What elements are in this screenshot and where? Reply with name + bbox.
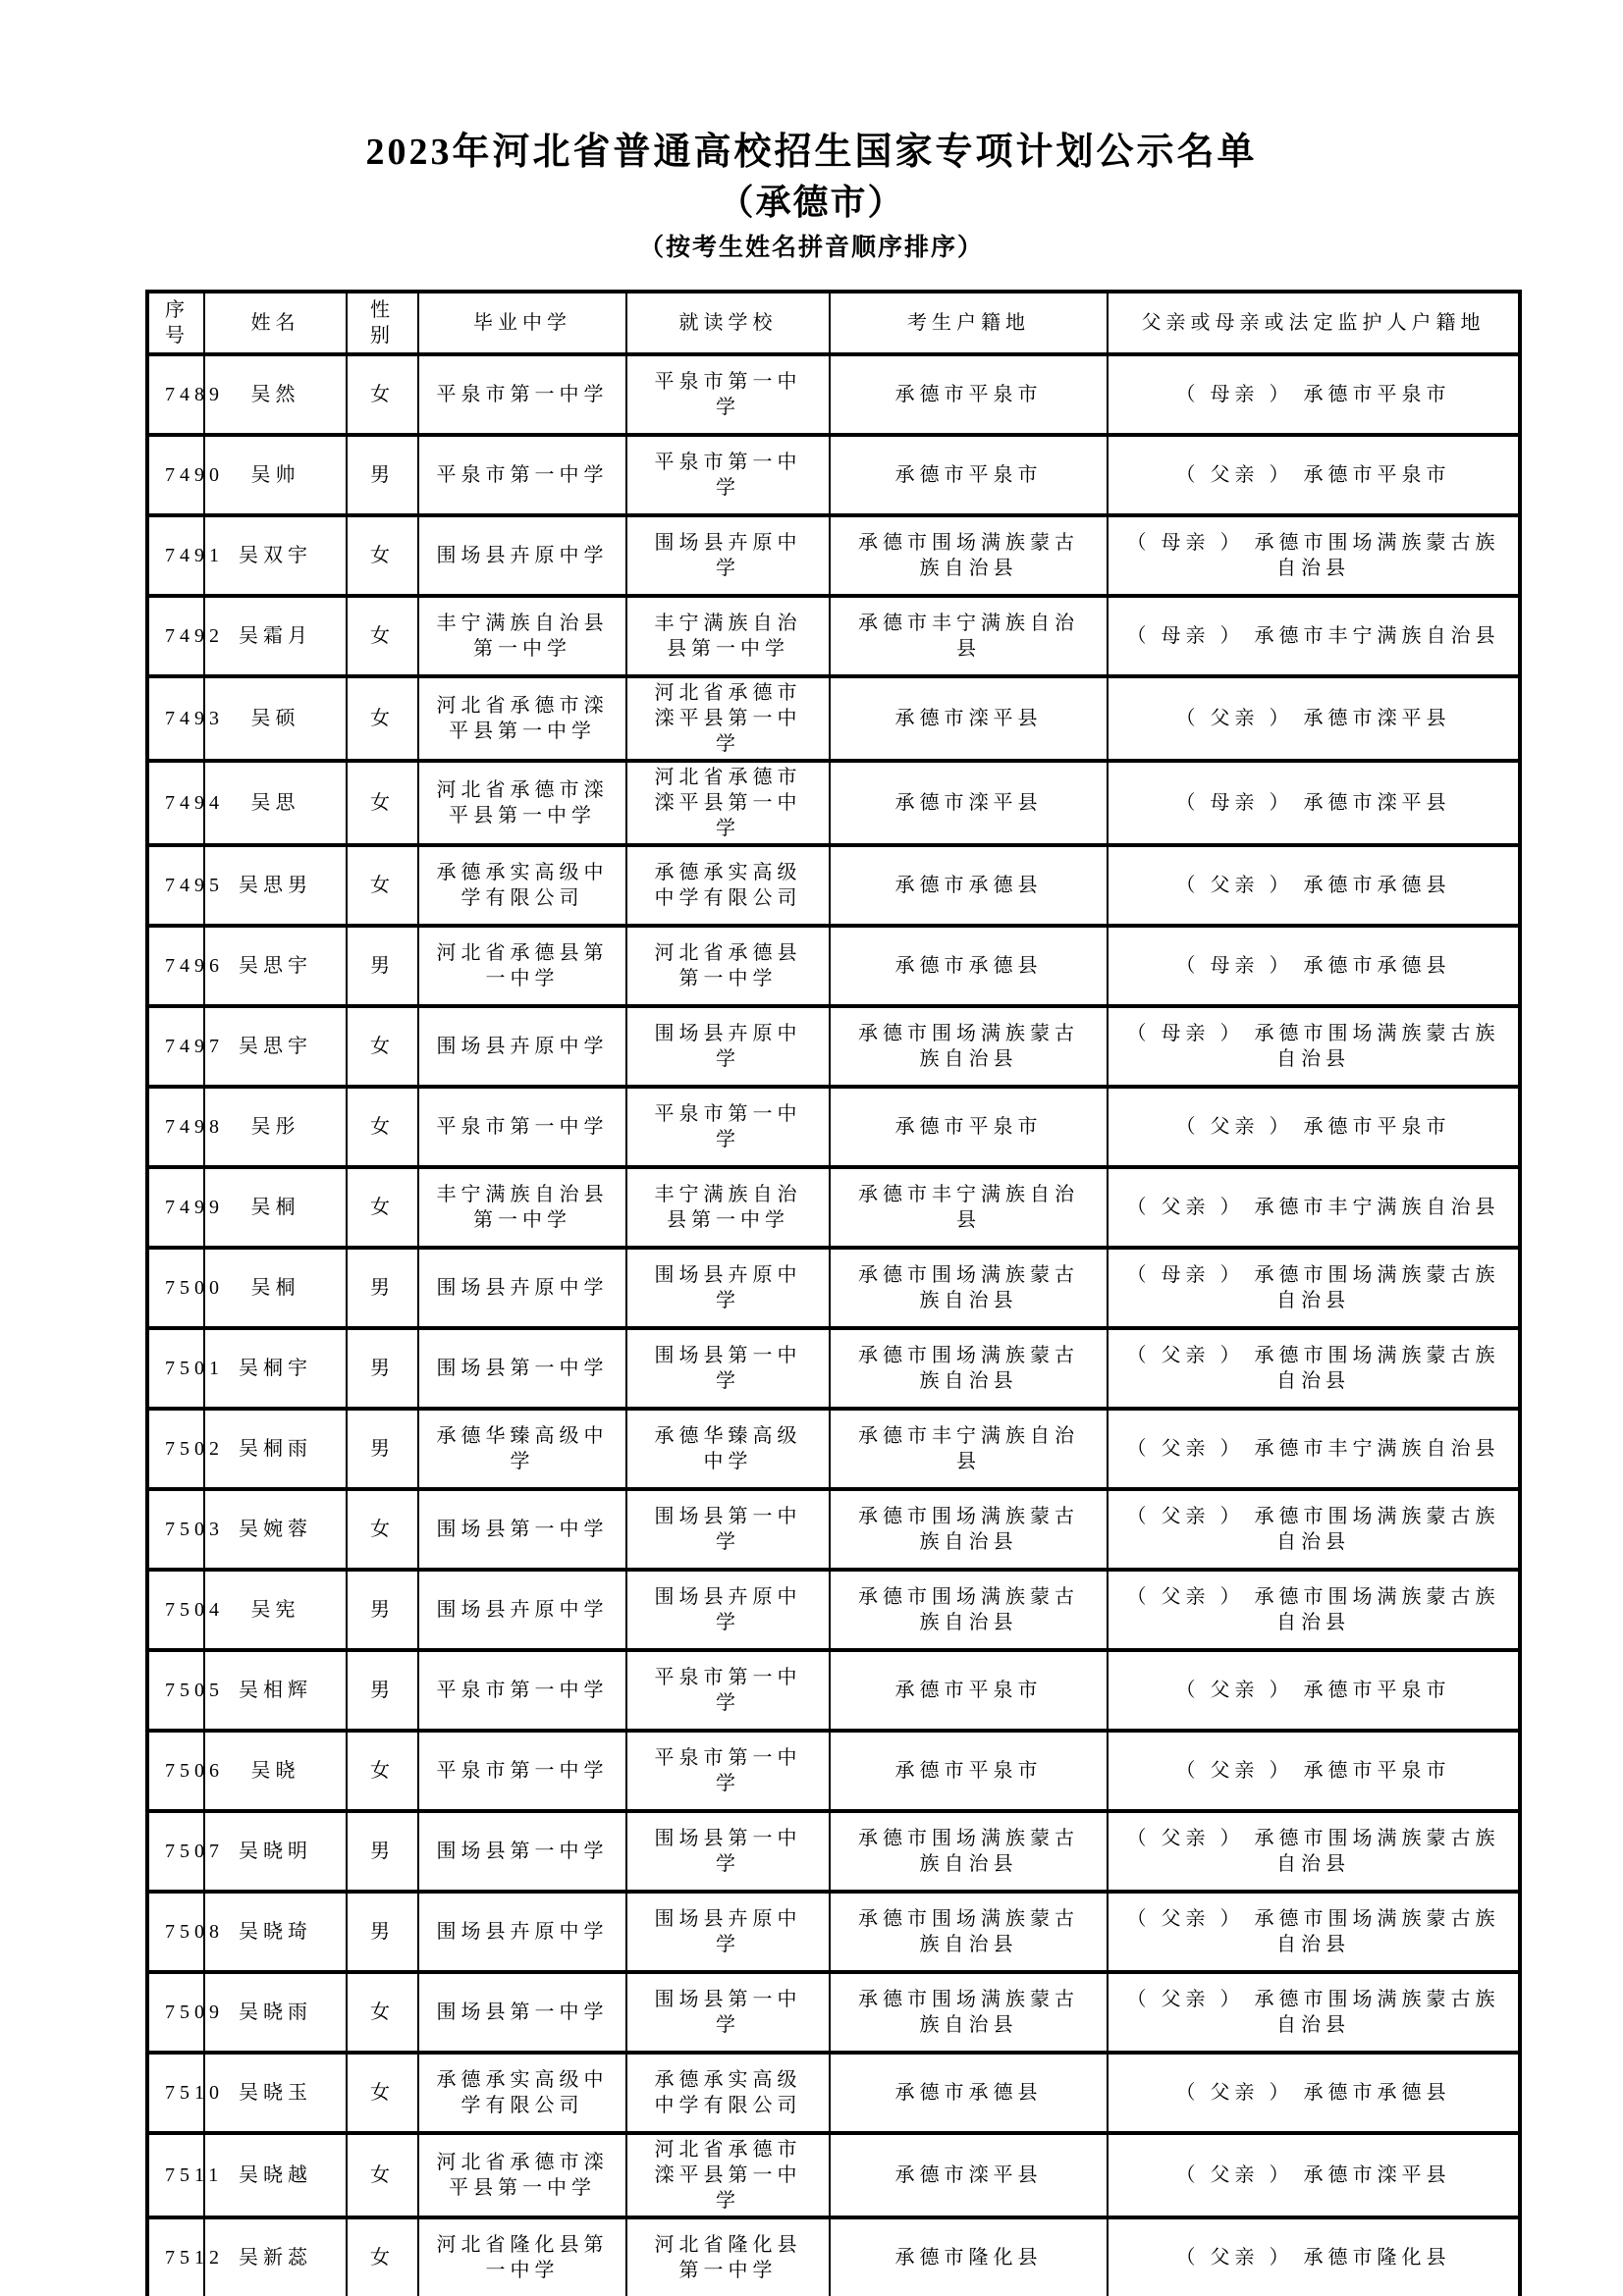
gender-cell: 女 (347, 2053, 418, 2133)
serial-cell: 7511 (147, 2133, 204, 2217)
page-title: 2023年河北省普通高校招生国家专项计划公示名单 (365, 132, 1258, 173)
table-row (147, 354, 1520, 435)
current-school-cell: 承德承实高级中学有限公司 (626, 2053, 830, 2133)
serial-cell: 7490 (147, 435, 204, 515)
name-cell: 吴新蕊 (204, 2217, 347, 2296)
gender-cell: 女 (347, 761, 418, 845)
name-cell: 吴思宇 (204, 1006, 347, 1087)
name-cell: 吴晓玉 (204, 2053, 347, 2133)
candidate-residence-cell: 承德市平泉市 (830, 435, 1108, 515)
candidate-residence-cell: 承德市滦平县 (830, 676, 1108, 761)
name-cell: 吴帅 (204, 435, 347, 515)
name-cell: 吴晓越 (204, 2133, 347, 2217)
name-cell: 吴桐 (204, 1248, 347, 1328)
current-school-cell: 平泉市第一中学 (626, 1731, 830, 1811)
current-school-cell: 平泉市第一中学 (626, 1087, 830, 1167)
serial-cell: 7502 (147, 1409, 204, 1489)
current-school-cell: 围场县卉原中学 (626, 1006, 830, 1087)
guardian-residence-cell: （ 父亲 ） 承德市承德县 (1108, 845, 1520, 926)
graduation-school-cell: 承德承实高级中学有限公司 (418, 2053, 626, 2133)
serial-cell: 7505 (147, 1650, 204, 1731)
name-cell: 吴晓琦 (204, 1892, 347, 1972)
name-cell: 吴思男 (204, 845, 347, 926)
serial-cell: 7499 (147, 1167, 204, 1248)
gender-cell: 女 (347, 1972, 418, 2053)
current-school-cell: 承德华臻高级中学 (626, 1409, 830, 1489)
candidate-residence-cell: 承德市围场满族蒙古族自治县 (830, 1248, 1108, 1328)
graduation-school-cell: 围场县卉原中学 (418, 515, 626, 596)
gender-cell: 女 (347, 845, 418, 926)
gender-cell: 女 (347, 515, 418, 596)
guardian-residence-cell: （ 父亲 ） 承德市承德县 (1108, 2053, 1520, 2133)
gender-cell: 女 (347, 596, 418, 676)
current-school-cell: 围场县卉原中学 (626, 1570, 830, 1650)
serial-cell: 7503 (147, 1489, 204, 1570)
sort-order-note: （按考生姓名拼音顺序排序） (638, 235, 984, 261)
guardian-residence-cell: （ 父亲 ） 承德市平泉市 (1108, 435, 1520, 515)
gender-cell: 女 (347, 1489, 418, 1570)
guardian-residence-cell: （ 父亲 ） 承德市滦平县 (1108, 2133, 1520, 2217)
candidate-residence-cell: 承德市围场满族蒙古族自治县 (830, 1006, 1108, 1087)
gender-cell: 男 (347, 926, 418, 1006)
table-row (147, 1328, 1520, 1409)
candidate-residence-cell: 承德市平泉市 (830, 354, 1108, 435)
table-row (147, 761, 1520, 845)
guardian-residence-cell: （ 父亲 ） 承德市丰宁满族自治县 (1108, 1409, 1520, 1489)
name-cell: 吴霜月 (204, 596, 347, 676)
graduation-school-cell: 平泉市第一中学 (418, 1087, 626, 1167)
name-cell: 吴晓雨 (204, 1972, 347, 2053)
graduation-school-cell: 围场县第一中学 (418, 1328, 626, 1409)
guardian-residence-cell: （ 母亲 ） 承德市丰宁满族自治县 (1108, 596, 1520, 676)
graduation-school-cell: 围场县第一中学 (418, 1489, 626, 1570)
name-cell: 吴宪 (204, 1570, 347, 1650)
candidate-residence-cell: 承德市平泉市 (830, 1087, 1108, 1167)
name-cell: 吴硕 (204, 676, 347, 761)
serial-cell: 7512 (147, 2217, 204, 2296)
current-school-cell: 围场县第一中学 (626, 1328, 830, 1409)
serial-cell: 7509 (147, 1972, 204, 2053)
serial-cell: 7493 (147, 676, 204, 761)
graduation-school-cell: 河北省承德市滦平县第一中学 (418, 2133, 626, 2217)
candidate-residence-cell: 承德市围场满族蒙古族自治县 (830, 1972, 1108, 2053)
graduation-school-cell: 河北省承德市滦平县第一中学 (418, 761, 626, 845)
candidate-residence-cell: 承德市承德县 (830, 926, 1108, 1006)
gender-cell: 女 (347, 676, 418, 761)
current-school-cell: 围场县第一中学 (626, 1489, 830, 1570)
candidate-residence-cell: 承德市围场满族蒙古族自治县 (830, 1811, 1108, 1892)
table-row (147, 1731, 1520, 1811)
table-row (147, 2217, 1520, 2296)
current-school-cell: 围场县第一中学 (626, 1972, 830, 2053)
guardian-residence-cell: （ 父亲 ） 承德市平泉市 (1108, 1731, 1520, 1811)
table-row (147, 2133, 1520, 2217)
graduation-school-cell: 围场县卉原中学 (418, 1006, 626, 1087)
graduation-school-cell: 平泉市第一中学 (418, 435, 626, 515)
column-header-name: 姓名 (204, 292, 347, 354)
candidate-residence-cell: 承德市平泉市 (830, 1731, 1108, 1811)
guardian-residence-cell: （ 母亲 ） 承德市承德县 (1108, 926, 1520, 1006)
table-body (147, 354, 1520, 2296)
serial-cell: 7497 (147, 1006, 204, 1087)
name-cell: 吴桐宇 (204, 1328, 347, 1409)
guardian-residence-cell: （ 父亲 ） 承德市围场满族蒙古族自治县 (1108, 1972, 1520, 2053)
graduation-school-cell: 平泉市第一中学 (418, 354, 626, 435)
graduation-school-cell: 丰宁满族自治县第一中学 (418, 596, 626, 676)
gender-cell: 女 (347, 2133, 418, 2217)
column-header-gender: 性别 (347, 292, 418, 354)
table-row (147, 1650, 1520, 1731)
current-school-cell: 平泉市第一中学 (626, 1650, 830, 1731)
serial-cell: 7508 (147, 1892, 204, 1972)
serial-cell: 7495 (147, 845, 204, 926)
guardian-residence-cell: （ 父亲 ） 承德市滦平县 (1108, 676, 1520, 761)
guardian-residence-cell: （ 父亲 ） 承德市围场满族蒙古族自治县 (1108, 1570, 1520, 1650)
gender-cell: 男 (347, 1570, 418, 1650)
guardian-residence-cell: （ 父亲 ） 承德市围场满族蒙古族自治县 (1108, 1328, 1520, 1409)
current-school-cell: 河北省承德市滦平县第一中学 (626, 676, 830, 761)
name-cell: 吴双宇 (204, 515, 347, 596)
gender-cell: 女 (347, 354, 418, 435)
gender-cell: 女 (347, 1087, 418, 1167)
serial-cell: 7492 (147, 596, 204, 676)
candidate-residence-cell: 承德市围场满族蒙古族自治县 (830, 1328, 1108, 1409)
serial-cell: 7504 (147, 1570, 204, 1650)
name-cell: 吴晓 (204, 1731, 347, 1811)
graduation-school-cell: 河北省隆化县第一中学 (418, 2217, 626, 2296)
candidates-table (145, 290, 1522, 2296)
graduation-school-cell: 围场县第一中学 (418, 1811, 626, 1892)
table-row (147, 1409, 1520, 1489)
gender-cell: 男 (347, 1811, 418, 1892)
guardian-residence-cell: （ 母亲 ） 承德市围场满族蒙古族自治县 (1108, 1006, 1520, 1087)
guardian-residence-cell: （ 父亲 ） 承德市隆化县 (1108, 2217, 1520, 2296)
gender-cell: 女 (347, 1731, 418, 1811)
serial-cell: 7498 (147, 1087, 204, 1167)
serial-cell: 7510 (147, 2053, 204, 2133)
current-school-cell: 河北省承德市滦平县第一中学 (626, 761, 830, 845)
table-row (147, 1972, 1520, 2053)
graduation-school-cell: 河北省承德县第一中学 (418, 926, 626, 1006)
serial-cell: 7489 (147, 354, 204, 435)
candidate-residence-cell: 承德市滦平县 (830, 761, 1108, 845)
gender-cell: 男 (347, 1409, 418, 1489)
candidate-residence-cell: 承德市围场满族蒙古族自治县 (830, 1892, 1108, 1972)
serial-cell: 7491 (147, 515, 204, 596)
candidate-residence-cell: 承德市滦平县 (830, 2133, 1108, 2217)
column-header-serial: 序号 (147, 292, 204, 354)
serial-cell: 7506 (147, 1731, 204, 1811)
candidate-residence-cell: 承德市隆化县 (830, 2217, 1108, 2296)
table-row (147, 1570, 1520, 1650)
serial-cell: 7500 (147, 1248, 204, 1328)
graduation-school-cell: 承德承实高级中学有限公司 (418, 845, 626, 926)
current-school-cell: 围场县卉原中学 (626, 515, 830, 596)
serial-cell: 7507 (147, 1811, 204, 1892)
guardian-residence-cell: （ 母亲 ） 承德市平泉市 (1108, 354, 1520, 435)
table-row (147, 926, 1520, 1006)
graduation-school-cell: 承德华臻高级中学 (418, 1409, 626, 1489)
guardian-residence-cell: （ 父亲 ） 承德市丰宁满族自治县 (1108, 1167, 1520, 1248)
current-school-cell: 承德承实高级中学有限公司 (626, 845, 830, 926)
current-school-cell: 平泉市第一中学 (626, 354, 830, 435)
column-header-graduation-school: 毕业中学 (418, 292, 626, 354)
gender-cell: 男 (347, 435, 418, 515)
serial-cell: 7496 (147, 926, 204, 1006)
graduation-school-cell: 平泉市第一中学 (418, 1731, 626, 1811)
column-header-candidate-residence: 考生户籍地 (830, 292, 1108, 354)
name-cell: 吴彤 (204, 1087, 347, 1167)
name-cell: 吴桐 (204, 1167, 347, 1248)
graduation-school-cell: 围场县卉原中学 (418, 1570, 626, 1650)
column-header-current-school: 就读学校 (626, 292, 830, 354)
current-school-cell: 丰宁满族自治县第一中学 (626, 596, 830, 676)
graduation-school-cell: 丰宁满族自治县第一中学 (418, 1167, 626, 1248)
table-row (147, 1248, 1520, 1328)
candidate-residence-cell: 承德市围场满族蒙古族自治县 (830, 515, 1108, 596)
name-cell: 吴晓明 (204, 1811, 347, 1892)
candidate-residence-cell: 承德市丰宁满族自治县 (830, 1167, 1108, 1248)
graduation-school-cell: 围场县卉原中学 (418, 1248, 626, 1328)
name-cell: 吴婉蓉 (204, 1489, 347, 1570)
serial-cell: 7501 (147, 1328, 204, 1409)
gender-cell: 男 (347, 1328, 418, 1409)
guardian-residence-cell: （ 父亲 ） 承德市平泉市 (1108, 1087, 1520, 1167)
candidate-residence-cell: 承德市丰宁满族自治县 (830, 596, 1108, 676)
current-school-cell: 围场县卉原中学 (626, 1248, 830, 1328)
candidate-residence-cell: 承德市丰宁满族自治县 (830, 1409, 1108, 1489)
table-header-row (147, 292, 1520, 354)
candidate-residence-cell: 承德市平泉市 (830, 1650, 1108, 1731)
gender-cell: 男 (347, 1248, 418, 1328)
candidate-residence-cell: 承德市承德县 (830, 845, 1108, 926)
candidate-residence-cell: 承德市承德县 (830, 2053, 1108, 2133)
table-row (147, 1811, 1520, 1892)
current-school-cell: 河北省承德县第一中学 (626, 926, 830, 1006)
graduation-school-cell: 河北省承德市滦平县第一中学 (418, 676, 626, 761)
table-row (147, 845, 1520, 926)
graduation-school-cell: 围场县第一中学 (418, 1972, 626, 2053)
current-school-cell: 围场县卉原中学 (626, 1892, 830, 1972)
current-school-cell: 围场县第一中学 (626, 1811, 830, 1892)
current-school-cell: 丰宁满族自治县第一中学 (626, 1167, 830, 1248)
name-cell: 吴相辉 (204, 1650, 347, 1731)
guardian-residence-cell: （ 母亲 ） 承德市围场满族蒙古族自治县 (1108, 515, 1520, 596)
graduation-school-cell: 平泉市第一中学 (418, 1650, 626, 1731)
gender-cell: 女 (347, 1006, 418, 1087)
name-cell: 吴桐雨 (204, 1409, 347, 1489)
table-row (147, 1489, 1520, 1570)
page-subtitle: （承德市） (718, 183, 905, 222)
name-cell: 吴思 (204, 761, 347, 845)
gender-cell: 女 (347, 2217, 418, 2296)
table-row (147, 1892, 1520, 1972)
table-row (147, 1087, 1520, 1167)
graduation-school-cell: 围场县卉原中学 (418, 1892, 626, 1972)
guardian-residence-cell: （ 母亲 ） 承德市滦平县 (1108, 761, 1520, 845)
name-cell: 吴然 (204, 354, 347, 435)
guardian-residence-cell: （ 父亲 ） 承德市围场满族蒙古族自治县 (1108, 1489, 1520, 1570)
candidate-residence-cell: 承德市围场满族蒙古族自治县 (830, 1489, 1108, 1570)
table-row (147, 676, 1520, 761)
guardian-residence-cell: （ 母亲 ） 承德市围场满族蒙古族自治县 (1108, 1248, 1520, 1328)
guardian-residence-cell: （ 父亲 ） 承德市围场满族蒙古族自治县 (1108, 1892, 1520, 1972)
table-row (147, 1167, 1520, 1248)
table-row (147, 435, 1520, 515)
gender-cell: 男 (347, 1892, 418, 1972)
current-school-cell: 河北省承德市滦平县第一中学 (626, 2133, 830, 2217)
table-row (147, 515, 1520, 596)
current-school-cell: 河北省隆化县第一中学 (626, 2217, 830, 2296)
current-school-cell: 平泉市第一中学 (626, 435, 830, 515)
guardian-residence-cell: （ 父亲 ） 承德市围场满族蒙古族自治县 (1108, 1811, 1520, 1892)
table-row (147, 2053, 1520, 2133)
table-row (147, 1006, 1520, 1087)
candidate-residence-cell: 承德市围场满族蒙古族自治县 (830, 1570, 1108, 1650)
gender-cell: 女 (347, 1167, 418, 1248)
gender-cell: 男 (347, 1650, 418, 1731)
guardian-residence-cell: （ 父亲 ） 承德市平泉市 (1108, 1650, 1520, 1731)
column-header-guardian-residence: 父亲或母亲或法定监护人户籍地 (1108, 292, 1520, 354)
table-row (147, 596, 1520, 676)
serial-cell: 7494 (147, 761, 204, 845)
name-cell: 吴思宇 (204, 926, 347, 1006)
